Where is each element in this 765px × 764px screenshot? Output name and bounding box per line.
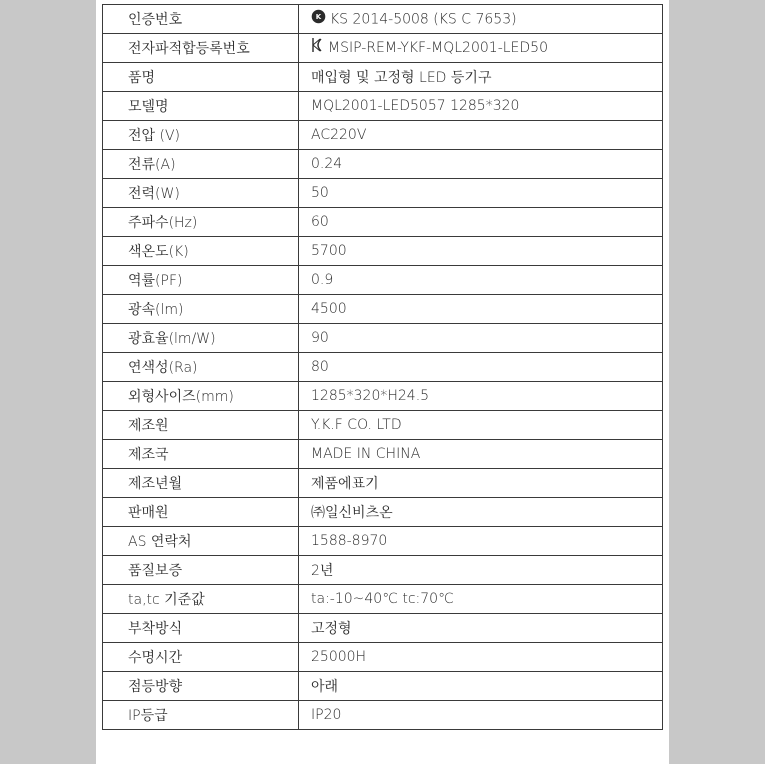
table-row (103, 614, 663, 643)
row-value: 매입형 및 고정형 LED 등기구 (299, 63, 663, 92)
row-label: 전자파적합등록번호 (103, 34, 299, 63)
table-row (103, 324, 663, 353)
table-row (103, 527, 663, 556)
table-row (103, 237, 663, 266)
row-label: 인증번호 (103, 5, 299, 34)
row-label: 전류(A) (103, 150, 299, 179)
row-value: 0.9 (299, 266, 663, 295)
table-row (103, 208, 663, 237)
row-label: 광속(lm) (103, 295, 299, 324)
table-row (103, 672, 663, 701)
table-row (103, 34, 663, 63)
row-value-cell (299, 5, 663, 34)
row-value: 제품에표기 (299, 469, 663, 498)
row-value: 25000H (299, 643, 663, 672)
row-value: 고정형 (299, 614, 663, 643)
row-label: 역률(PF) (103, 266, 299, 295)
row-value: 90 (299, 324, 663, 353)
row-label: 부착방식 (103, 614, 299, 643)
row-label: 제조국 (103, 440, 299, 469)
row-value: MSIP-REM-YKF-MQL2001-LED50 (328, 40, 548, 56)
row-value: AC220V (299, 121, 663, 150)
row-value: 50 (299, 179, 663, 208)
ks-mark-icon (311, 9, 326, 28)
row-value: 5700 (299, 237, 663, 266)
table-row (103, 266, 663, 295)
row-value: KS 2014-5008 (KS C 7653) (330, 11, 517, 27)
row-label: AS 연락처 (103, 527, 299, 556)
row-value: Y.K.F CO. LTD (299, 411, 663, 440)
table-row (103, 643, 663, 672)
row-label: IP등급 (103, 701, 299, 730)
table-row (103, 5, 663, 34)
row-label: 제조원 (103, 411, 299, 440)
table-row (103, 353, 663, 382)
table-row (103, 295, 663, 324)
spec-table (102, 4, 663, 730)
table-row (103, 440, 663, 469)
row-value: ta:-10~40℃ tc:70℃ (299, 585, 663, 614)
row-value: 1285*320*H24.5 (299, 382, 663, 411)
row-label: 모델명 (103, 92, 299, 121)
table-row (103, 121, 663, 150)
row-value: 1588-8970 (299, 527, 663, 556)
table-row (103, 411, 663, 440)
row-label: 판매원 (103, 498, 299, 527)
row-value: 2년 (299, 556, 663, 585)
row-label: 외형사이즈(mm) (103, 382, 299, 411)
row-value: 아래 (299, 672, 663, 701)
row-label: 수명시간 (103, 643, 299, 672)
table-row (103, 382, 663, 411)
table-row (103, 701, 663, 730)
table-row (103, 92, 663, 121)
row-label: 광효율(lm/W) (103, 324, 299, 353)
kc-mark-icon (311, 37, 324, 57)
svg-text:K: K (315, 12, 322, 21)
table-row (103, 498, 663, 527)
row-value: 80 (299, 353, 663, 382)
row-label: 전력(W) (103, 179, 299, 208)
row-label: 연색성(Ra) (103, 353, 299, 382)
row-value: MADE IN CHINA (299, 440, 663, 469)
table-row (103, 150, 663, 179)
table-row (103, 469, 663, 498)
row-label: 전압 (V) (103, 121, 299, 150)
table-row (103, 585, 663, 614)
table-row (103, 556, 663, 585)
row-value: 0.24 (299, 150, 663, 179)
row-label: 주파수(Hz) (103, 208, 299, 237)
row-value: MQL2001-LED5057 1285*320 (299, 92, 663, 121)
row-value: 60 (299, 208, 663, 237)
table-row (103, 179, 663, 208)
row-label: 제조년월 (103, 469, 299, 498)
row-value: 4500 (299, 295, 663, 324)
row-label: 점등방향 (103, 672, 299, 701)
row-value: IP20 (299, 701, 663, 730)
row-label: 품질보증 (103, 556, 299, 585)
row-value: ㈜일신비츠온 (299, 498, 663, 527)
row-value-cell (299, 34, 663, 63)
row-label: 품명 (103, 63, 299, 92)
row-label: 색온도(K) (103, 237, 299, 266)
row-label: ta,tc 기준값 (103, 585, 299, 614)
table-row (103, 63, 663, 92)
